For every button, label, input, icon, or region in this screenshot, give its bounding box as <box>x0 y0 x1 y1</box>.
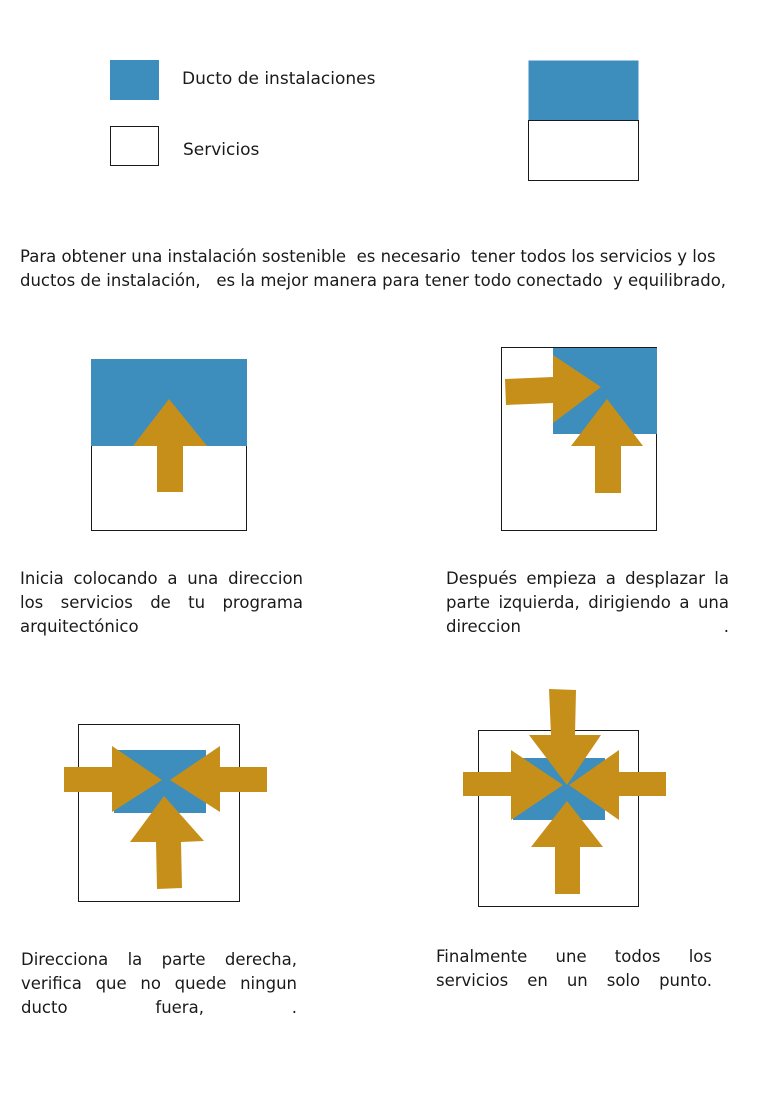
step-2-caption: Después empieza a desplazar la parte izquierda, dirigiendo a una direccion . <box>446 569 729 636</box>
step-3-diagram <box>64 724 270 906</box>
step-2-diagram <box>501 347 661 535</box>
legend-duct-swatch <box>110 60 159 100</box>
step-1-caption: Inicia colocando a una direccion los servicios de tu programa arquitectónico <box>20 569 303 636</box>
step-4-caption: Finalmente une todos los servicios en un solo punto. <box>436 947 712 990</box>
legend <box>0 0 777 200</box>
legend-services-swatch <box>110 126 159 166</box>
combined-duct-part <box>529 61 639 121</box>
step-3-caption: Direcciona la parte derecha, verifica que no quede ningun ducto fuera, . <box>21 950 297 1017</box>
intro-paragraph <box>20 245 740 293</box>
step-1-diagram <box>91 359 249 533</box>
step-4-diagram <box>463 689 669 911</box>
legend-combined-block <box>528 60 640 182</box>
legend-duct-label: Ducto de instalaciones <box>182 69 376 89</box>
intro-line-1: Para obtener una instalación sostenible es necesario tener todos los servicios y los <box>20 247 716 266</box>
intro-line-2: ductos de instalación, es la mejor manera para tener todo conectado y equilibrado, <box>20 271 727 290</box>
combined-service-part <box>529 121 639 181</box>
legend-services-label: Servicios <box>183 140 260 160</box>
